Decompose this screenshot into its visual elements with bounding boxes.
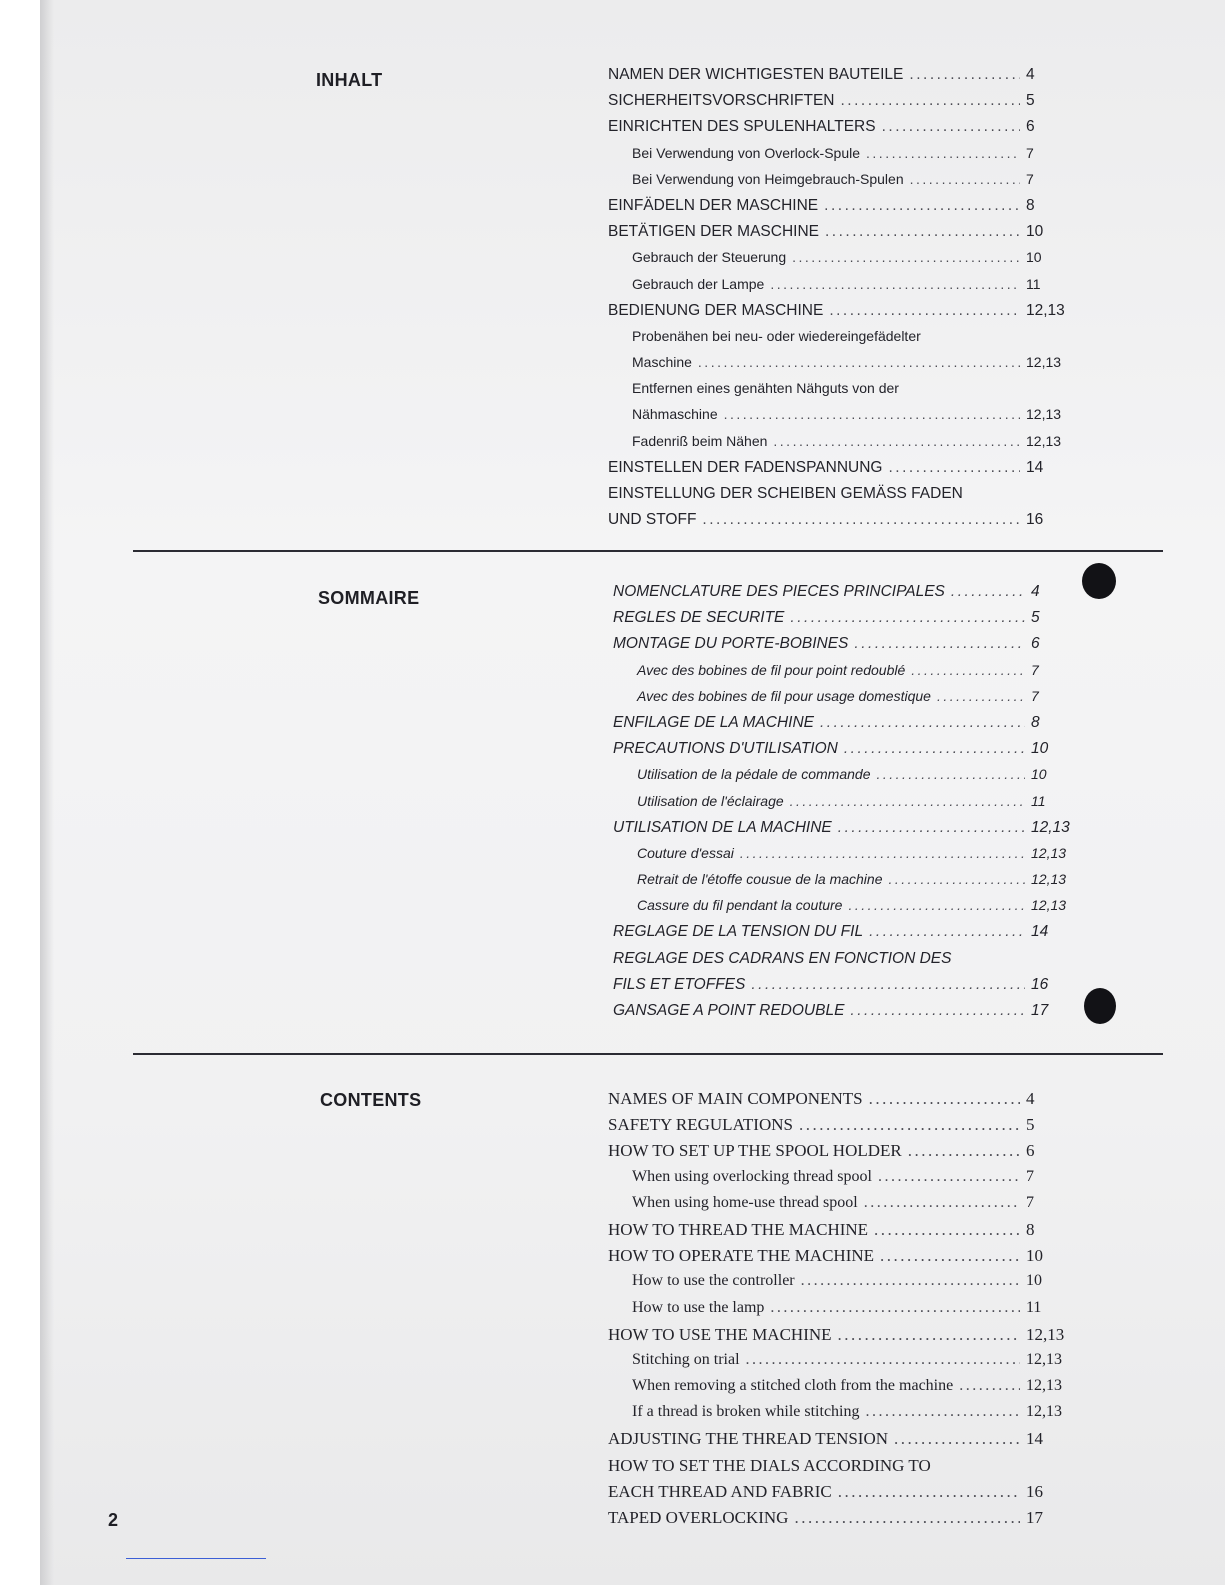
toc-entry [613, 609, 1073, 635]
toc-entry-label: PRECAUTIONS D'UTILISATION [613, 740, 838, 758]
toc-entry [613, 923, 1073, 949]
dot-leader [894, 1429, 1020, 1449]
toc-entry [608, 1482, 1068, 1508]
toc-entry-label: Gebrauch der Lampe [632, 275, 765, 292]
toc-entry-page: 11 [1031, 792, 1046, 809]
toc-entry [608, 276, 1068, 302]
toc-entry-label: HOW TO SET THE DIALS ACCORDING TO [608, 1455, 931, 1475]
toc-entry-label: BETÄTIGEN DER MASCHINE [608, 223, 819, 241]
toc-entry-page: 12,13 [1031, 818, 1070, 836]
toc-entry-page: 16 [1026, 1481, 1043, 1501]
toc-entry-page: 14 [1026, 1429, 1043, 1449]
toc-entry-label: UND STOFF [608, 511, 697, 529]
toc-entry [608, 485, 1068, 511]
dot-leader [888, 459, 1020, 477]
toc-entry-page: 8 [1026, 196, 1035, 214]
toc-entry [608, 380, 1068, 406]
toc-entry-page: 12,13 [1026, 1324, 1065, 1344]
dot-leader [841, 92, 1021, 110]
section-divider [133, 550, 1163, 552]
dot-leader [792, 249, 1020, 265]
toc-entry-page: 7 [1026, 144, 1034, 161]
toc-entry-label: Cassure du fil pendant la couture [637, 897, 843, 914]
dot-leader [878, 1168, 1020, 1186]
dot-leader [959, 1377, 1020, 1395]
toc-entry [608, 302, 1068, 328]
toc-entry [613, 976, 1073, 1002]
toc-entry-page: 12,13 [1026, 406, 1062, 423]
toc-entry-label: EINSTELLUNG DER SCHEIBEN GEMÄSS FADEN [608, 485, 963, 502]
toc-entry [608, 511, 1068, 537]
toc-entry [613, 1002, 1073, 1028]
section-title-inhalt: INHALT [316, 70, 383, 90]
toc-entry-label: GANSAGE A POINT REDOUBLE [613, 1002, 845, 1019]
toc-entry-page: 5 [1026, 92, 1035, 110]
toc-entry-page: 12,13 [1026, 1350, 1062, 1368]
toc-entry-label: HOW TO THREAD THE MACHINE [608, 1219, 869, 1239]
dot-leader [773, 433, 1020, 449]
toc-entry-label: When removing a stitched cloth from the machine [632, 1377, 954, 1395]
toc-entry-page: 12,13 [1031, 844, 1067, 861]
dot-leader [864, 1194, 1020, 1212]
toc-entry [613, 871, 1073, 897]
toc-entry-page: 4 [1031, 583, 1040, 600]
toc-entry [608, 1377, 1068, 1403]
toc-entry-page: 12,13 [1026, 301, 1065, 319]
toc-entry-label: Nähmaschine [632, 406, 718, 423]
bottom-rule [126, 1558, 266, 1559]
toc-entry-label: NOMENCLATURE DES PIECES PRINCIPALES [613, 583, 945, 600]
punch-hole [1082, 563, 1116, 599]
dot-leader [889, 871, 1026, 887]
toc-entry [608, 145, 1068, 171]
dot-leader [790, 609, 1025, 627]
dot-leader [824, 197, 1020, 215]
toc-sommaire [613, 583, 1073, 1028]
toc-entry-label: ADJUSTING THE THREAD TENSION [608, 1429, 889, 1449]
toc-entry [608, 1429, 1068, 1455]
toc-entry [608, 1115, 1068, 1141]
section-title-sommaire: SOMMAIRE [318, 588, 420, 608]
toc-entry-page: 4 [1026, 66, 1035, 83]
toc-entry [608, 1272, 1068, 1298]
dot-leader [910, 171, 1020, 187]
toc-entry [608, 1456, 1068, 1482]
toc-entry [613, 766, 1073, 792]
toc-entry [613, 662, 1073, 688]
toc-entry [608, 1325, 1068, 1351]
toc-entry-label: Bei Verwendung von Heimgebrauch-Spulen [632, 170, 904, 187]
toc-entry-page: 7 [1026, 1167, 1034, 1185]
toc-entry [608, 1351, 1068, 1377]
toc-contents [608, 1089, 1068, 1534]
toc-entry-label: Gebrauch der Steuerung [632, 249, 787, 266]
toc-entry-label: Bei Verwendung von Overlock-Spule [632, 144, 861, 161]
toc-entry-label: Avec des bobines de fil pour point redoublé [637, 661, 906, 678]
toc-entry-label: Maschine [632, 354, 692, 371]
toc-entry-label: REGLAGE DES CADRANS EN FONCTION DES [613, 949, 952, 967]
toc-entry [608, 1141, 1068, 1167]
toc-entry [608, 354, 1068, 380]
toc-entry-label: SAFETY REGULATIONS [608, 1115, 793, 1135]
dot-leader [844, 740, 1025, 758]
dot-leader [724, 406, 1020, 422]
toc-entry [608, 118, 1068, 144]
toc-entry [613, 950, 1073, 976]
toc-entry-label: When using overlocking thread spool [632, 1167, 872, 1185]
toc-entry-label: If a thread is broken while stitching [632, 1403, 860, 1421]
dot-leader [746, 1351, 1020, 1369]
toc-entry [608, 1299, 1068, 1325]
toc-entry-label: Probenähen bei neu- oder wiedereingefädelter [632, 327, 921, 344]
dot-leader [770, 276, 1020, 292]
toc-entry [613, 714, 1073, 740]
toc-entry [613, 740, 1073, 766]
page-edge-shadow [40, 0, 54, 1585]
dot-leader [799, 1115, 1020, 1135]
toc-entry-page: 10 [1026, 1246, 1043, 1266]
dot-leader [794, 1508, 1020, 1528]
toc-entry-page: 10 [1031, 766, 1047, 783]
toc-entry [608, 249, 1068, 275]
toc-entry-label: HOW TO OPERATE THE MACHINE [608, 1246, 875, 1266]
dot-leader [838, 819, 1025, 837]
toc-entry [608, 1220, 1068, 1246]
toc-entry-label: UTILISATION DE LA MACHINE [613, 818, 832, 836]
dot-leader [825, 223, 1020, 241]
toc-entry-page: 10 [1026, 249, 1042, 266]
toc-entry-page: 10 [1031, 740, 1049, 758]
toc-entry-page: 14 [1031, 923, 1049, 941]
toc-entry-page: 6 [1031, 635, 1040, 653]
toc-entry-label: Retrait de l'étoffe cousue de la machine [637, 871, 883, 888]
toc-entry-page: 16 [1026, 511, 1044, 529]
toc-entry [608, 1403, 1068, 1429]
toc-entry [608, 1089, 1068, 1115]
dot-leader [838, 1482, 1020, 1502]
toc-entry-label: ENFILAGE DE LA MACHINE [613, 713, 814, 731]
dot-leader [937, 688, 1025, 704]
toc-entry-page: 8 [1031, 713, 1040, 731]
toc-entry [608, 433, 1068, 459]
toc-entry-page: 14 [1026, 458, 1044, 476]
toc-entry-label: How to use the lamp [632, 1298, 765, 1316]
toc-entry [608, 223, 1068, 249]
dot-leader [702, 511, 1020, 529]
toc-inhalt [608, 66, 1068, 537]
toc-entry-page: 6 [1026, 118, 1035, 136]
toc-entry-page: 6 [1026, 1141, 1035, 1161]
dot-leader [866, 1403, 1021, 1421]
toc-entry-page: 12,13 [1026, 1377, 1062, 1395]
toc-entry-page: 17 [1026, 1508, 1043, 1527]
toc-entry-page: 11 [1026, 1298, 1042, 1316]
toc-entry-page: 4 [1026, 1089, 1035, 1108]
section-divider [133, 1053, 1163, 1055]
toc-entry-page: 11 [1026, 275, 1041, 292]
page-number: 2 [108, 1510, 119, 1530]
toc-entry-label: Fadenriß beim Nähen [632, 432, 768, 449]
toc-entry-label: EINSTELLEN DER FADENSPANNUNG [608, 458, 883, 476]
dot-leader [951, 583, 1025, 601]
toc-entry [608, 459, 1068, 485]
toc-entry-label: How to use the controller [632, 1272, 795, 1290]
toc-entry [608, 1508, 1068, 1534]
toc-entry-label: Stitching on trial [632, 1350, 740, 1368]
toc-entry-page: 7 [1026, 1193, 1034, 1211]
toc-entry-label: EINFÄDELN DER MASCHINE [608, 196, 819, 214]
toc-entry-page: 10 [1026, 1272, 1042, 1290]
dot-leader [874, 1220, 1020, 1240]
toc-entry-page: 10 [1026, 223, 1044, 241]
toc-entry-label: EACH THREAD AND FABRIC [608, 1481, 832, 1501]
dot-leader [801, 1272, 1020, 1290]
toc-entry-label: NAMEN DER WICHTIGESTEN BAUTEILE [608, 66, 904, 83]
toc-entry [613, 897, 1073, 923]
dot-leader [770, 1299, 1020, 1317]
toc-entry-label: EINRICHTEN DES SPULENHALTERS [608, 118, 876, 136]
toc-entry-page: 16 [1031, 975, 1049, 993]
toc-entry-label: HOW TO SET UP THE SPOOL HOLDER [608, 1141, 902, 1161]
dot-leader [854, 635, 1025, 653]
dot-leader [790, 793, 1025, 809]
toc-entry-label: SICHERHEITSVORSCHRIFTEN [608, 92, 835, 110]
toc-entry-label: FILS ET ETOFFES [613, 975, 746, 993]
toc-entry-label: Utilisation de l'éclairage [637, 792, 784, 809]
toc-entry-label: Couture d'essai [637, 844, 734, 861]
dot-leader [876, 766, 1025, 782]
toc-entry [613, 793, 1073, 819]
dot-leader [880, 1246, 1020, 1266]
dot-leader [850, 1002, 1025, 1020]
toc-entry-label: REGLAGE DE LA TENSION DU FIL [613, 923, 864, 941]
toc-entry [613, 845, 1073, 871]
toc-entry-page: 12,13 [1026, 432, 1062, 449]
dot-leader [869, 923, 1025, 941]
dot-leader [866, 145, 1020, 161]
dot-leader [908, 1141, 1020, 1161]
toc-entry [608, 406, 1068, 432]
toc-entry-page: 12,13 [1026, 1403, 1062, 1421]
toc-entry [608, 1194, 1068, 1220]
punch-hole [1084, 988, 1116, 1024]
toc-entry [608, 197, 1068, 223]
dot-leader [820, 714, 1025, 732]
dot-leader [829, 302, 1020, 320]
dot-leader [838, 1325, 1020, 1345]
toc-entry [608, 66, 1068, 92]
toc-entry-page: 7 [1031, 687, 1039, 704]
toc-entry-label: HOW TO USE THE MACHINE [608, 1324, 832, 1344]
toc-entry-page: 5 [1031, 609, 1040, 627]
toc-entry-page: 7 [1031, 661, 1039, 678]
section-title-contents: CONTENTS [320, 1090, 422, 1110]
toc-entry [608, 328, 1068, 354]
dot-leader [698, 354, 1020, 370]
toc-entry [613, 819, 1073, 845]
toc-entry-label: TAPED OVERLOCKING [608, 1508, 789, 1527]
toc-entry-page: 12,13 [1026, 354, 1062, 371]
dot-leader [911, 662, 1025, 678]
toc-entry-label: Utilisation de la pédale de commande [637, 766, 871, 783]
toc-entry-label: NAMES OF MAIN COMPONENTS [608, 1089, 863, 1108]
toc-entry-page: 17 [1031, 1002, 1049, 1019]
toc-entry [608, 92, 1068, 118]
dot-leader [869, 1089, 1020, 1109]
toc-entry [608, 1246, 1068, 1272]
dot-leader [848, 897, 1025, 913]
toc-entry-label: BEDIENUNG DER MASCHINE [608, 301, 824, 319]
toc-entry [608, 1168, 1068, 1194]
dot-leader [882, 118, 1020, 136]
toc-entry-label: When using home-use thread spool [632, 1193, 858, 1211]
toc-entry-page: 5 [1026, 1115, 1035, 1135]
toc-entry-label: Entfernen eines genähten Nähguts von der [632, 380, 899, 397]
toc-entry-page: 8 [1026, 1219, 1035, 1239]
toc-entry [608, 171, 1068, 197]
toc-entry-label: Avec des bobines de fil pour usage domestique [637, 687, 931, 704]
dot-leader [751, 976, 1025, 994]
toc-entry-label: REGLES DE SECURITE [613, 609, 785, 627]
dot-leader [909, 66, 1020, 84]
toc-entry-page: 12,13 [1031, 897, 1067, 914]
toc-entry [613, 635, 1073, 661]
dot-leader [740, 845, 1025, 861]
toc-entry-label: MONTAGE DU PORTE-BOBINES [613, 635, 849, 653]
toc-entry-page: 12,13 [1031, 871, 1067, 888]
toc-entry [613, 583, 1073, 609]
toc-entry-page: 7 [1026, 170, 1034, 187]
toc-entry [613, 688, 1073, 714]
